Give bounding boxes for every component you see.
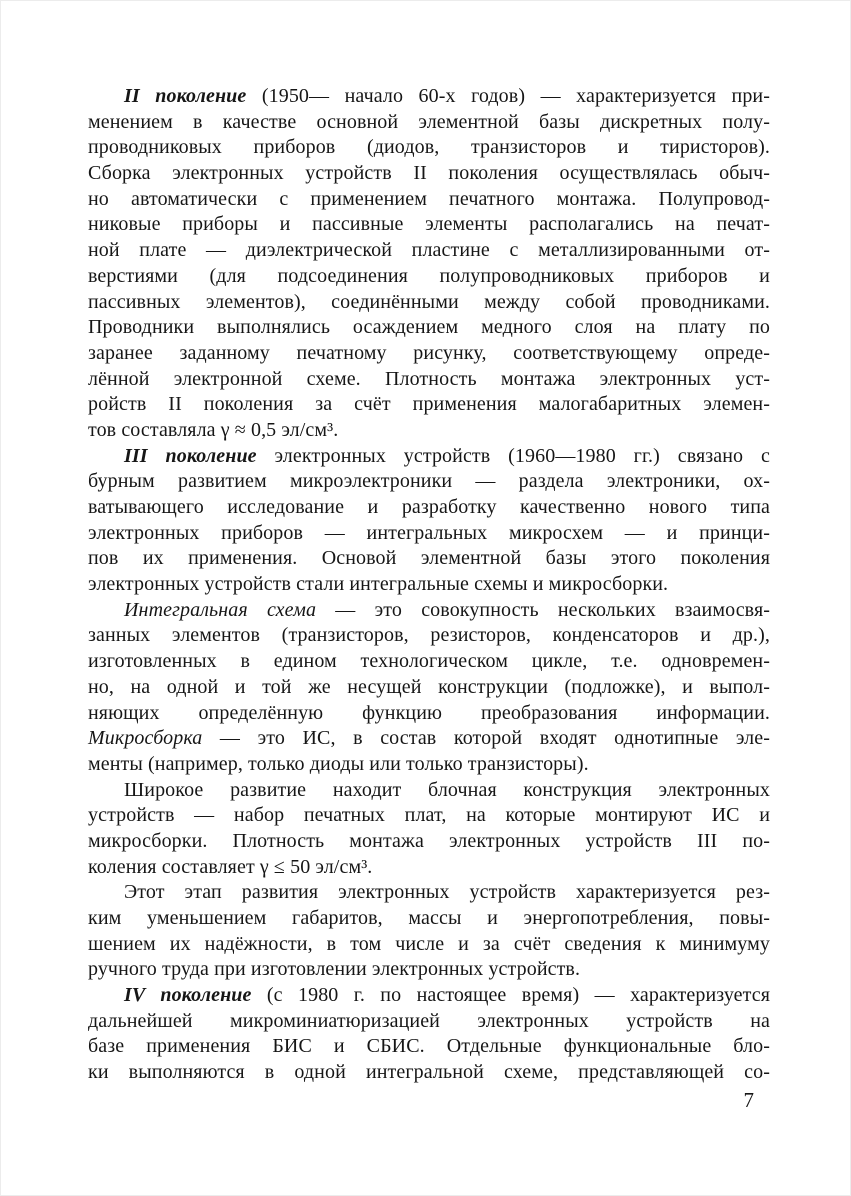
text-line (88, 367, 770, 393)
text-line (88, 238, 770, 264)
text-run: верстиями (для подсоединения полупроводниковых приборов и (88, 264, 770, 287)
text-line (88, 495, 770, 521)
paragraph (88, 444, 770, 598)
generation-lead-term: II поколение (124, 85, 247, 107)
paragraph (88, 880, 770, 983)
text-run: бурным развитием микроэлектроники — раздела электроники, ох- (88, 470, 770, 493)
text-line (88, 675, 770, 701)
text-line (88, 315, 770, 341)
paragraph (88, 598, 770, 778)
paragraph (88, 778, 770, 881)
generation-lead-term: III поколение (124, 444, 257, 467)
text-run: ройств II поколения за счёт применения малогабаритных элемен- (88, 393, 770, 416)
text-run: няющих определённую функцию преобразования информации. (88, 701, 770, 724)
text-line (88, 1060, 770, 1086)
text-line (88, 778, 770, 804)
text-run: (с 1980 г. по настоящее время) — характеризуется (251, 984, 770, 1007)
text-run: но, на одной и той же несущей конструкции (подложке), и выпол- (88, 675, 770, 698)
text-run: ким уменьшением габаритов, массы и энергопотребления, повы- (88, 907, 770, 929)
text-line (88, 752, 770, 778)
page-number: 7 (743, 1088, 754, 1112)
text-run: коления составляет γ ≤ 50 эл/см³. (88, 855, 373, 878)
text-run: но автоматически с применением печатного монтажа. Полупровод- (88, 187, 770, 210)
text-line (88, 84, 770, 110)
text-run: шением их надёжности, в том числе и за счёт сведения к минимуму (88, 932, 770, 955)
text-line (88, 187, 770, 213)
generation-lead-term: IV поколение (124, 984, 252, 1007)
definition-term: Интегральная схема (124, 598, 317, 621)
text-line (88, 906, 770, 932)
text-line (88, 957, 770, 983)
text-line (88, 880, 770, 906)
text-line (88, 803, 770, 829)
text-line (88, 418, 770, 444)
text-run: пов их применения. Основой элементной базы этого поколения (88, 547, 770, 570)
text-line (88, 290, 770, 316)
text-line (88, 983, 770, 1009)
text-run: менты (например, только диоды или только транзисторы). (88, 752, 589, 775)
text-run: электронных устройств (1960—1980 гг.) связано с (256, 444, 770, 467)
text-line (88, 264, 770, 290)
text-run: тов составляла γ ≈ 0,5 эл/см³. (88, 418, 339, 441)
text-line (88, 649, 770, 675)
text-line (88, 469, 770, 495)
text-run: устройств — набор печатных плат, на которые монтируют ИС и (88, 804, 770, 827)
text-line (88, 110, 770, 136)
text-run: Проводники выполнялись осаждением медного слоя на плату по (88, 316, 770, 339)
text-run: электронных устройств стали интегральные схемы и микросборки. (88, 573, 669, 596)
text-run: дальнейшей микроминиатюризацией электронных устройств на (88, 1009, 770, 1032)
text-line (88, 392, 770, 418)
text-run: Сборка электронных устройств II поколения осуществлялась обыч- (88, 162, 770, 185)
text-line (88, 855, 770, 881)
text-line (88, 829, 770, 855)
text-run: Широкое развитие находит блочная конструкция электронных (124, 778, 770, 801)
text-run: пассивных элементов), соединёнными между собой проводниками. (88, 290, 770, 313)
text-line (88, 212, 770, 238)
text-line (88, 1009, 770, 1035)
text-line (88, 932, 770, 958)
text-line (88, 701, 770, 727)
text-run: микросборки. Плотность монтажа электронных устройств III по- (88, 829, 770, 852)
text-run: Этот этап развития электронных устройств характеризуется рез- (124, 881, 770, 904)
text-line (88, 598, 770, 624)
text-line (88, 521, 770, 547)
text-line (88, 623, 770, 649)
text-run: ватывающего исследование и разработку качественно нового типа (88, 496, 770, 518)
text-line (88, 161, 770, 187)
text-run: изготовленных в едином технологическом цикле, т.е. одновремен- (88, 650, 770, 673)
text-run: заранее заданному печатному рисунку, соответствующему опреде- (88, 341, 770, 364)
text-run: занных элементов (транзисторов, резисторов, конденсаторов и др.), (88, 624, 770, 647)
text-line (88, 572, 770, 598)
document-body (88, 84, 770, 1086)
text-line (88, 444, 770, 470)
text-line (88, 726, 770, 752)
text-run: проводниковых приборов (диодов, транзисторов и тиристоров). (88, 136, 770, 159)
text-run: (1950— начало 60-х годов) — характеризуется при- (246, 85, 770, 107)
text-run: ки выполняются в одной интегральной схеме, представляющей со- (88, 1061, 770, 1084)
text-run: ной плате — диэлектрической пластине с металлизированными от- (88, 239, 770, 262)
definition-term: Микросборка (88, 727, 203, 750)
paragraph (88, 983, 770, 1086)
text-line (88, 135, 770, 161)
paragraph (88, 84, 770, 444)
text-run: — это совокупность нескольких взаимосвя- (316, 598, 771, 621)
text-line (88, 546, 770, 572)
text-run: лённой электронной схеме. Плотность монтажа электронных уст- (88, 367, 770, 390)
text-run: менением в качестве основной элементной базы дискретных полу- (88, 110, 770, 133)
text-run: никовые приборы и пассивные элементы располагались на печат- (88, 213, 770, 236)
text-line (88, 341, 770, 367)
text-run: — это ИС, в состав которой входят однотипные эле- (202, 727, 770, 750)
text-line (88, 1034, 770, 1060)
text-run: ручного труда при изготовлении электронных устройств. (88, 958, 581, 981)
text-run: электронных приборов — интегральных микросхем — и принци- (88, 521, 770, 544)
text-run: базе применения БИС и СБИС. Отдельные функциональные бло- (88, 1035, 770, 1058)
